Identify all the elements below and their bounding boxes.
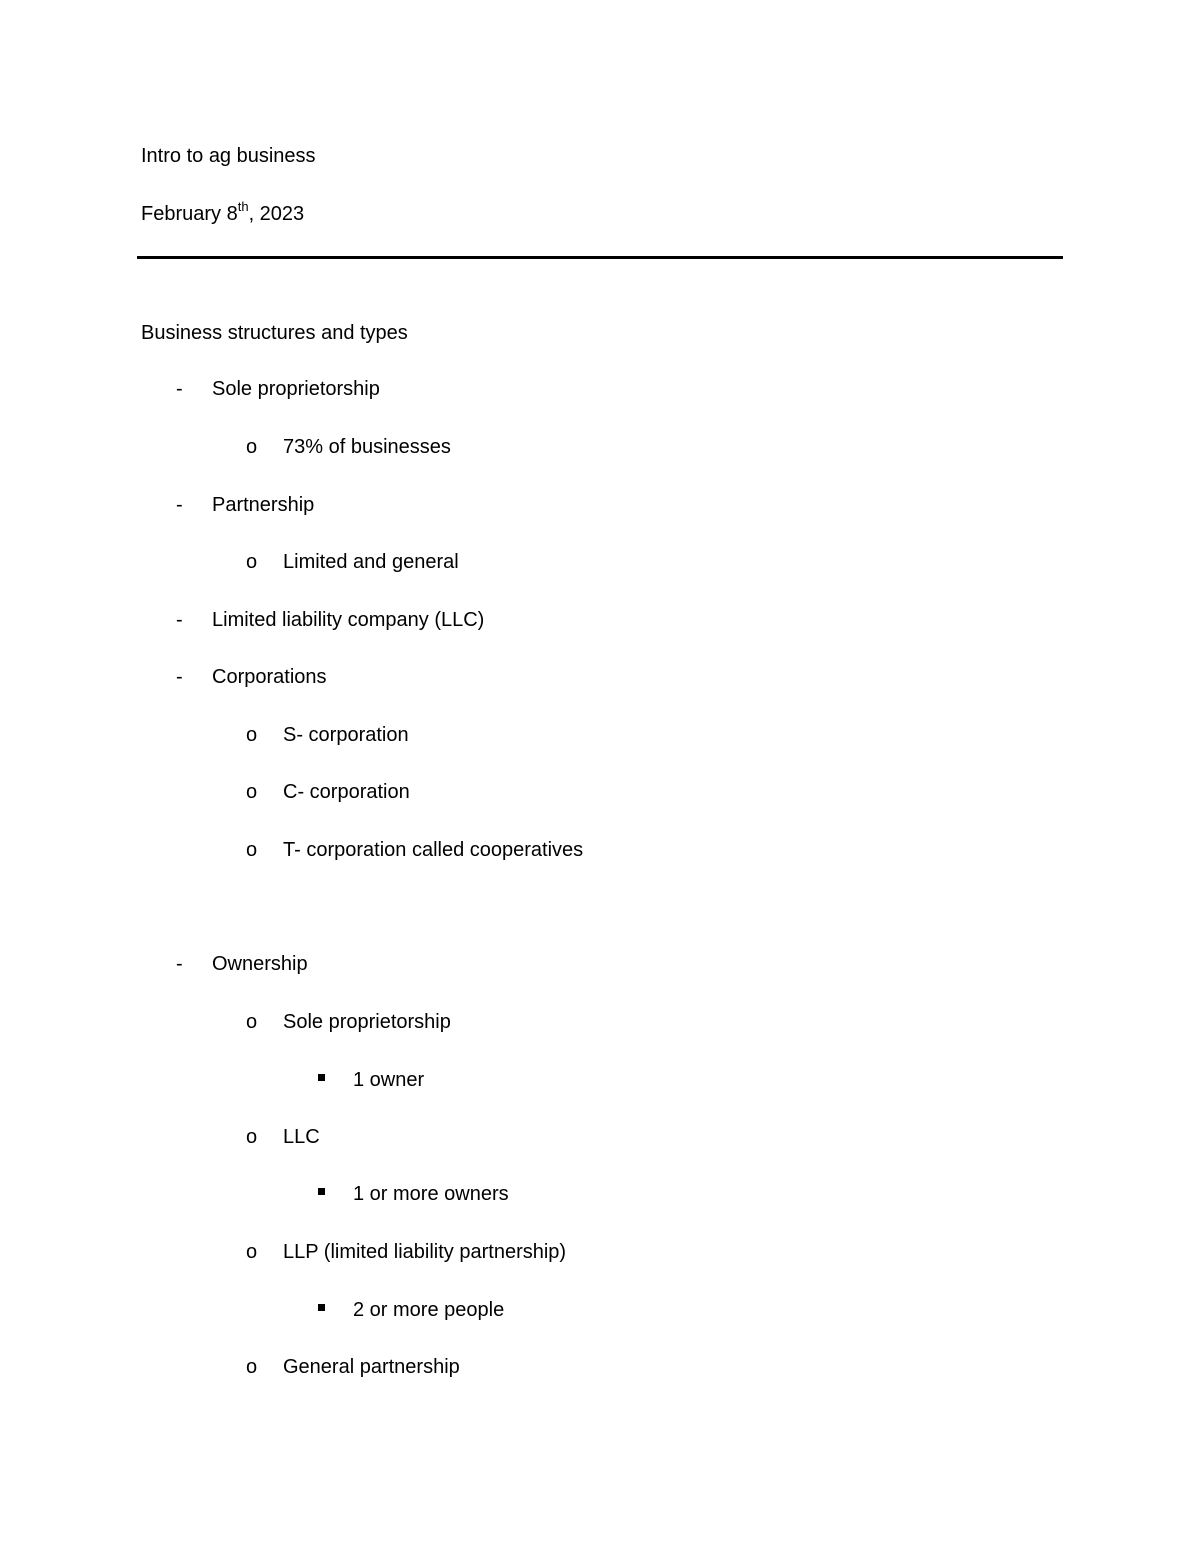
list-item-own-llp: LLP (limited liability partnership) xyxy=(283,1241,567,1263)
list-item-own-llc: LLC xyxy=(283,1126,320,1148)
list-item-own-sole-prop-owners: 1 owner xyxy=(353,1069,425,1091)
circle-bullet: o xyxy=(246,436,258,458)
section-heading: Business structures and types xyxy=(141,322,408,344)
list-item-c-corp: C- corporation xyxy=(283,781,410,803)
dash-bullet: - xyxy=(176,666,183,688)
date-prefix: February 8 xyxy=(141,203,238,225)
circle-bullet: o xyxy=(246,1356,258,1378)
circle-bullet: o xyxy=(246,839,258,861)
document-date xyxy=(141,199,305,226)
circle-bullet: o xyxy=(246,781,258,803)
list-item-partnership: Partnership xyxy=(212,494,315,516)
dash-bullet: - xyxy=(176,609,183,631)
list-item-own-llp-people: 2 or more people xyxy=(353,1299,505,1321)
list-item-llc: Limited liability company (LLC) xyxy=(212,609,485,631)
circle-bullet: o xyxy=(246,551,258,573)
dash-bullet: - xyxy=(176,378,183,400)
list-item-own-general: General partnership xyxy=(283,1356,460,1378)
square-bullet-icon xyxy=(318,1188,325,1195)
square-bullet-icon xyxy=(318,1074,325,1081)
square-bullet-icon xyxy=(318,1304,325,1311)
list-item-own-llc-owners: 1 or more owners xyxy=(353,1183,509,1205)
list-item-t-corp: T- corporation called cooperatives xyxy=(283,839,584,861)
circle-bullet: o xyxy=(246,1011,258,1033)
date-suffix: , 2023 xyxy=(248,203,305,225)
dash-bullet: - xyxy=(176,494,183,516)
dash-bullet: - xyxy=(176,953,183,975)
list-item-sole-proprietorship: Sole proprietorship xyxy=(212,378,380,400)
circle-bullet: o xyxy=(246,1241,258,1263)
circle-bullet: o xyxy=(246,1126,258,1148)
list-item-sole-prop-stat: 73% of businesses xyxy=(283,436,451,458)
list-item-own-sole-prop: Sole proprietorship xyxy=(283,1011,451,1033)
list-item-ownership: Ownership xyxy=(212,953,308,975)
list-item-partnership-types: Limited and general xyxy=(283,551,459,573)
horizontal-divider xyxy=(137,256,1063,259)
document-title: Intro to ag business xyxy=(141,145,316,167)
list-item-s-corp: S- corporation xyxy=(283,724,409,746)
list-item-corporations: Corporations xyxy=(212,666,327,688)
circle-bullet: o xyxy=(246,724,258,746)
date-superscript: th xyxy=(237,199,249,215)
